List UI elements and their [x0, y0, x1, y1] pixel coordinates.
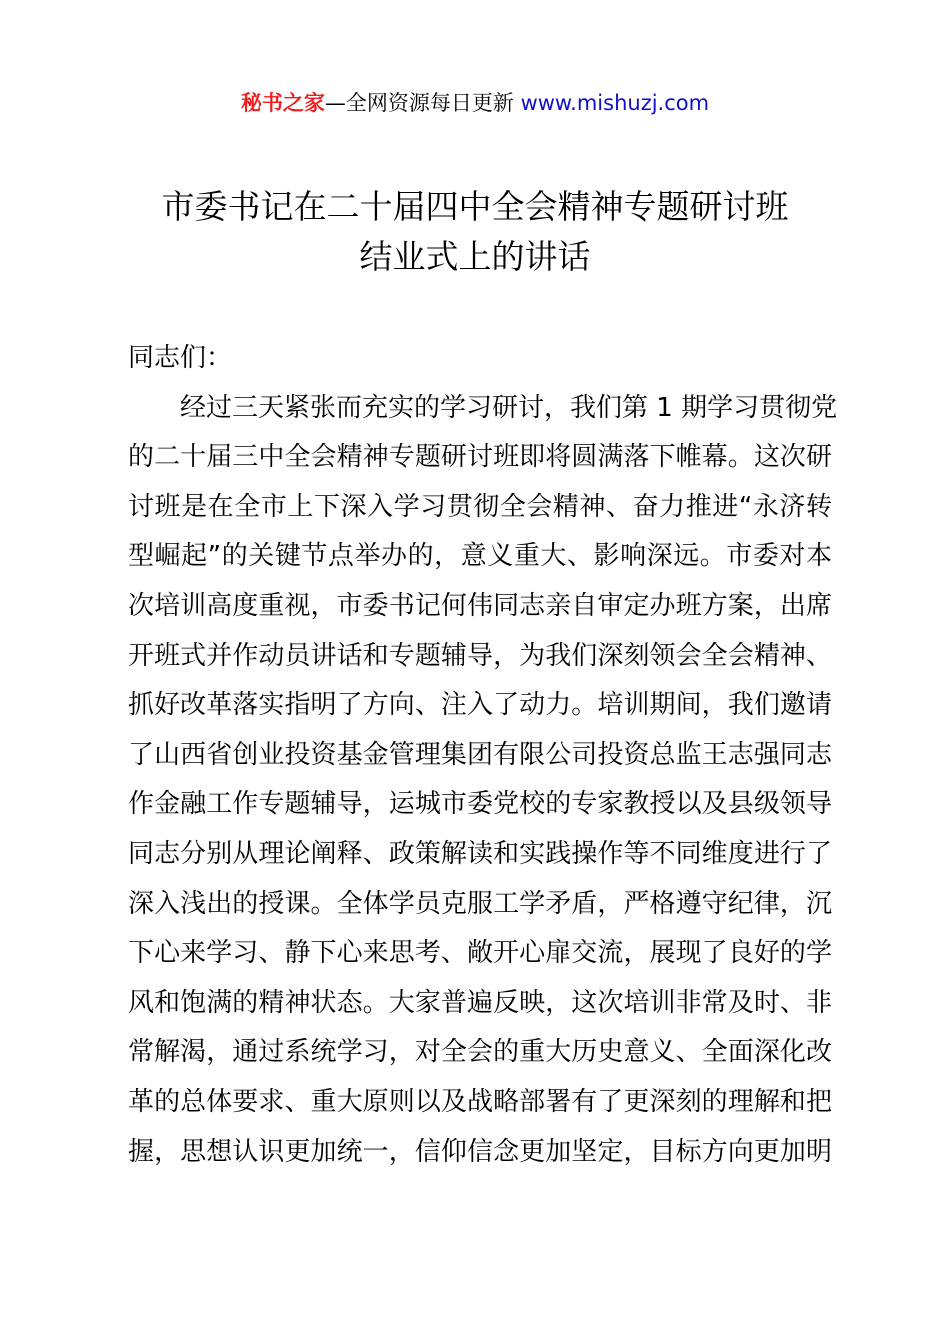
paragraph-line: 作金融工作专题辅导，运城市委党校的专家教授以及县级领导 [128, 789, 832, 820]
paragraph-line: 了山西省创业投资基金管理集团有限公司投资总监王志强同志 [128, 739, 832, 770]
paragraph-line: 风和饱满的精神状态。大家普遍反映，这次培训非常及时、非 [128, 987, 832, 1018]
paragraph-line: 革的总体要求、重大原则以及战略部署有了更深刻的理解和把 [128, 1086, 832, 1117]
salutation: 同志们： [128, 343, 233, 373]
paragraph-line: 经过三天紧张而充实的学习研讨，我们第 1 期学习贯彻党 [180, 392, 838, 423]
paragraph-line: 同志分别从理论阐释、政策解读和实践操作等不同维度进行了 [128, 838, 832, 869]
paragraph-line: 的二十届三中全会精神专题研讨班即将圆满落下帷幕。这次研 [128, 442, 832, 473]
site-slogan: —全网资源每日更新 [324, 91, 514, 115]
site-brand-name: 秘书之家 [240, 91, 325, 115]
paragraph-line: 握，思想认识更加统一，信仰信念更加坚定，目标方向更加明 [128, 1136, 832, 1167]
paragraph-line: 下心来学习、静下心来思考、敞开心扉交流，展现了良好的学 [128, 938, 832, 969]
site-header-banner [0, 88, 950, 118]
paragraph-line: 常解渴，通过系统学习，对全会的重大历史意义、全面深化改 [128, 1037, 832, 1068]
paragraph-line: 抓好改革落实指明了方向、注入了动力。培训期间，我们邀请 [128, 690, 832, 721]
document-title [0, 182, 950, 282]
paragraph-line: 讨班是在全市上下深入学习贯彻全会精神、奋力推进“永济转 [128, 491, 832, 522]
document-title-line-2: 结业式上的讲话 [359, 237, 591, 276]
document-body [128, 334, 838, 1177]
paragraph-line: 开班式并作动员讲话和专题辅导，为我们深刻领会全会精神、 [128, 640, 832, 671]
paragraph-line: 深入浅出的授课。全体学员克服工学矛盾，严格遵守纪律，沉 [128, 888, 832, 919]
site-url-link[interactable]: www.mishuzj.com [520, 91, 710, 115]
paragraph-line: 次培训高度重视，市委书记何伟同志亲自审定办班方案，出席 [128, 590, 832, 621]
paragraph-line: 型崛起”的关键节点举办的，意义重大、影响深远。市委对本 [128, 541, 832, 572]
document-title-line-1: 市委书记在二十届四中全会精神专题研讨班 [161, 187, 789, 226]
